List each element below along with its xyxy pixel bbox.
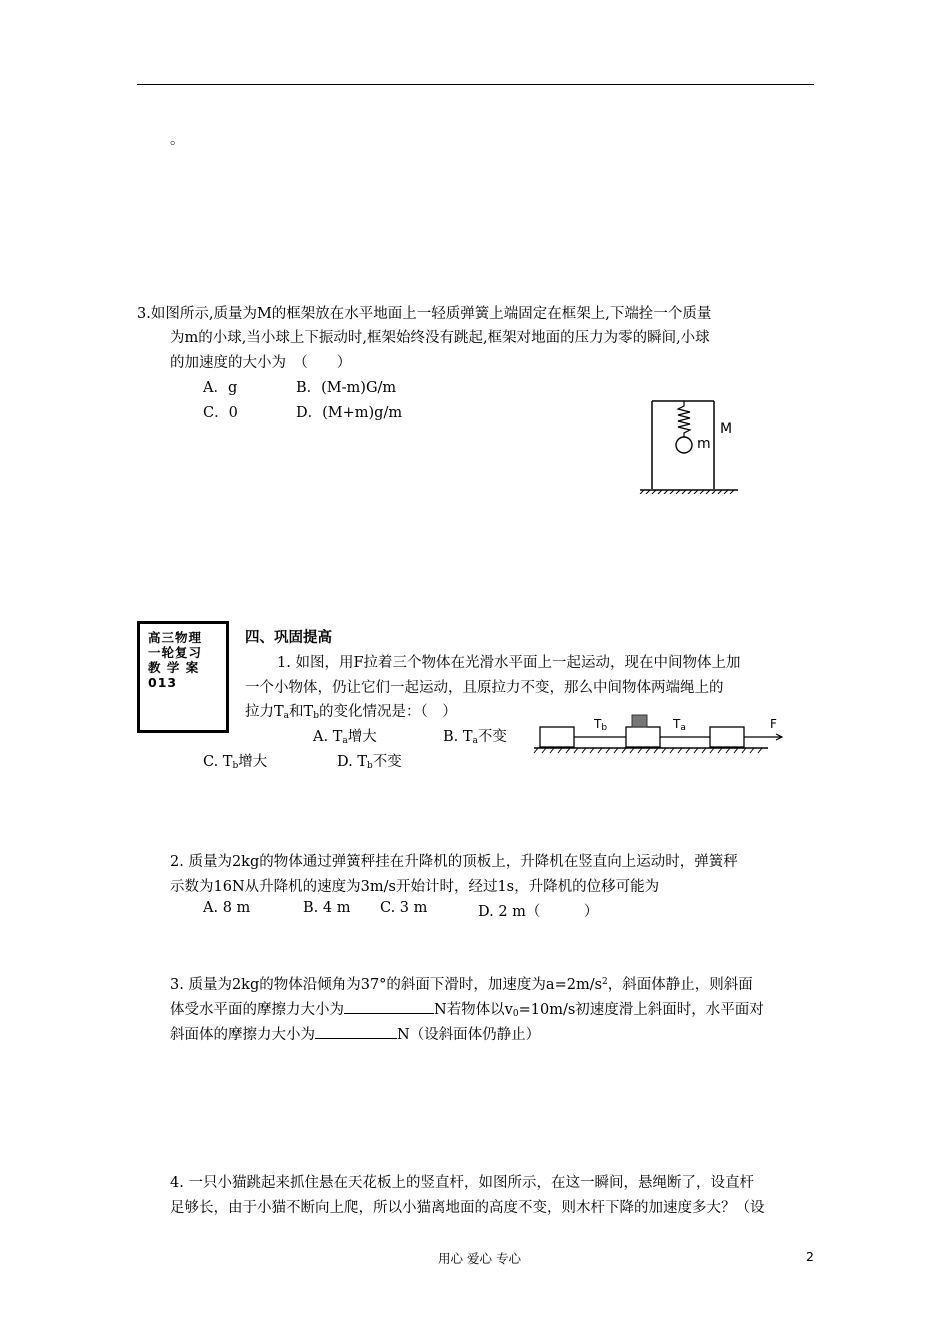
- page-top-mark: 。: [170, 132, 185, 148]
- block-left: [540, 727, 574, 747]
- tension-ta-label: $T_a$: [673, 717, 686, 733]
- page-number: 2: [806, 1249, 814, 1264]
- s4-q2-line1: 2. 质量为2kg的物体通过弹簧秤挂在升降机的顶板上，升降机在竖直向上运动时，弹簧秤: [170, 854, 738, 870]
- s4-q3-line1: 3. 质量为2kg的物体沿倾角为37°的斜面下滑时，加速度为$a=2m/s^2$，斜面体静止，则斜面: [170, 977, 753, 993]
- sidebox-line2: 一轮复习: [148, 645, 203, 660]
- s4-q1-line1: 1. 如图，用F拉着三个物体在光滑水平面上一起运动，现在中间物体上加: [277, 655, 741, 671]
- s4-q1-option-b: B. $T_a$不变: [443, 729, 507, 746]
- q3-stem-line3: 的加速度的大小为 （ ）: [170, 355, 352, 371]
- q3-option-d: D．(M+m)g/m: [296, 405, 403, 421]
- section-heading: 四、巩固提高: [245, 630, 332, 646]
- tension-tb-label: $T_b$: [594, 717, 608, 733]
- sidebox-line3: 教 学 案: [148, 660, 200, 675]
- q3-stem-line2: 为m的小球,当小球上下振动时,框架始终没有跳起,框架对地面的压力为零的瞬间,小球: [170, 330, 710, 346]
- frame-spring-figure: [630, 398, 742, 494]
- footer-motto: 用心 爱心 专心: [438, 1251, 521, 1266]
- three-blocks-figure: [530, 710, 792, 758]
- answer-blank-1[interactable]: [344, 999, 434, 1014]
- ball-icon: [676, 437, 692, 453]
- sidebox-line4: 013: [148, 675, 178, 690]
- header-rule: [137, 84, 814, 85]
- s4-q1-line2: 一个小物体，仍让它们一起运动，且原拉力不变，那么中间物体两端绳上的: [245, 680, 724, 696]
- answer-blank-2[interactable]: [315, 1024, 397, 1039]
- s4-q2-option-d: D. 2 m（ ）: [478, 904, 599, 920]
- s4-q1-option-a: A. $T_a$增大: [313, 729, 377, 746]
- q3-stem-line1: 3.如图所示,质量为M的框架放在水平地面上一轻质弹簧上端固定在框架上,下端拴一个质量: [137, 306, 712, 322]
- frame-mass-label: M: [720, 421, 733, 437]
- s4-q4-line2: 足够长，由于小猫不断向上爬，所以小猫离地面的高度不变，则木杆下降的加速度多大？（设: [170, 1200, 765, 1216]
- s4-q1-line3: 拉力$T_a$和$T_b$的变化情况是：（ ）: [245, 704, 457, 721]
- s4-q2-option-a: A. 8 m: [203, 900, 251, 916]
- s4-q3-line2: 体受水平面的摩擦力大小为 N若物体以$v_0=10m/s$初速度滑上斜面时，水平面对: [170, 998, 764, 1019]
- q3-option-a: A．g: [203, 380, 238, 396]
- ball-mass-label: m: [697, 436, 711, 452]
- s4-q4-line1: 4. 一只小猫跳起来抓住悬在天花板上的竖直杆，如图所示，在这一瞬间，悬绳断了，设直杆: [170, 1175, 754, 1191]
- spring-icon: [678, 401, 690, 437]
- sidebox-line1: 高三物理: [148, 630, 203, 645]
- course-sidebox: [137, 621, 229, 733]
- s4-q2-option-b: B. 4 m: [303, 900, 351, 916]
- force-f-label: F: [770, 717, 777, 731]
- s4-q2-line2: 示数为16N从升降机的速度为3m/s开始计时，经过1s，升降机的位移可能为: [170, 879, 660, 895]
- s4-q1-option-c: C. $T_b$增大: [203, 754, 268, 771]
- q3-option-b: B．(M-m)G/m: [296, 380, 397, 396]
- s4-q3-line3: 斜面体的摩擦力大小为 N（设斜面体仍静止）: [170, 1023, 540, 1044]
- s4-q2-option-c: C. 3 m: [380, 900, 428, 916]
- q3-option-c: C．0: [203, 405, 238, 421]
- s4-q1-option-d: D. $T_b$不变: [337, 754, 402, 771]
- block-middle: [626, 727, 660, 747]
- small-block: [632, 715, 647, 727]
- block-right: [710, 727, 744, 747]
